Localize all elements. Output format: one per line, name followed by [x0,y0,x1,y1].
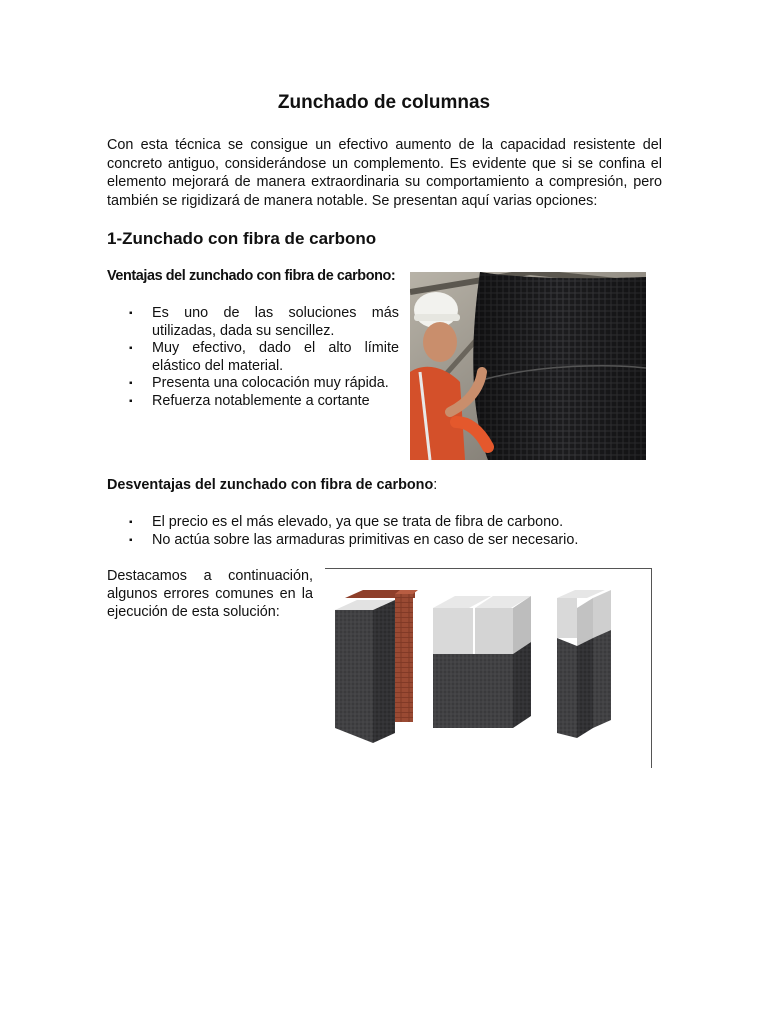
bullet-icon: ▪ [129,343,133,354]
bullet-icon: ▪ [129,517,133,528]
list-item [107,514,667,532]
list-item [107,375,399,393]
list-item-text: Refuerza notablemente a cortante [152,392,370,409]
bullet-icon: ▪ [129,308,133,319]
list-item-text: Es uno de las soluciones más utilizadas, dada su sencillez. [152,305,399,339]
list-item-text: Muy efectivo, dado el alto límite elástico del material. [152,340,399,374]
section-heading: 1-Zunchado con fibra de carbono [107,229,377,248]
disadvantages-heading [107,477,437,493]
list-item [107,393,399,411]
advantages-list [107,305,399,410]
list-item-text: El precio es el más elevado, ya que se trata de fibra de carbono. [152,514,564,530]
disadvantages-list [107,514,667,549]
disadvantages-heading-text: Desventajas del zunchado con fibra de carbono [107,477,434,493]
list-item [107,340,399,375]
advantages-heading: Ventajas del zunchado con fibra de carbono: [107,268,396,284]
bullet-icon: ▪ [129,534,133,546]
column-wrapping-errors-diagram [325,568,653,768]
disadvantages-heading-colon: : [433,477,438,493]
list-item [107,305,399,340]
list-item-text: No actúa sobre las armaduras primitivas en caso de ser necesario. [152,531,579,548]
list-item-text: Presenta una colocación muy rápida. [152,375,389,391]
list-item [107,532,667,550]
page-title: Zunchado de columnas [277,92,491,113]
errors-paragraph: Destacamos a continuación, algunos errores comunes en la ejecución de esta solución: [107,568,313,620]
carbon-fiber-wrapping-photo [410,272,646,460]
bullet-icon: ▪ [129,378,133,389]
bullet-icon: ▪ [129,395,133,407]
intro-paragraph: Con esta técnica se consigue un efectivo aumento de la capacidad resistente del concreto antiguo, considerándose un complemento. Es evidente que si se confina el elemento mejorará de manera extraordinaria su comportamiento a compresión, pero también se rigidizará de manera notable. Se presentan aquí varias opciones: [107,137,662,209]
